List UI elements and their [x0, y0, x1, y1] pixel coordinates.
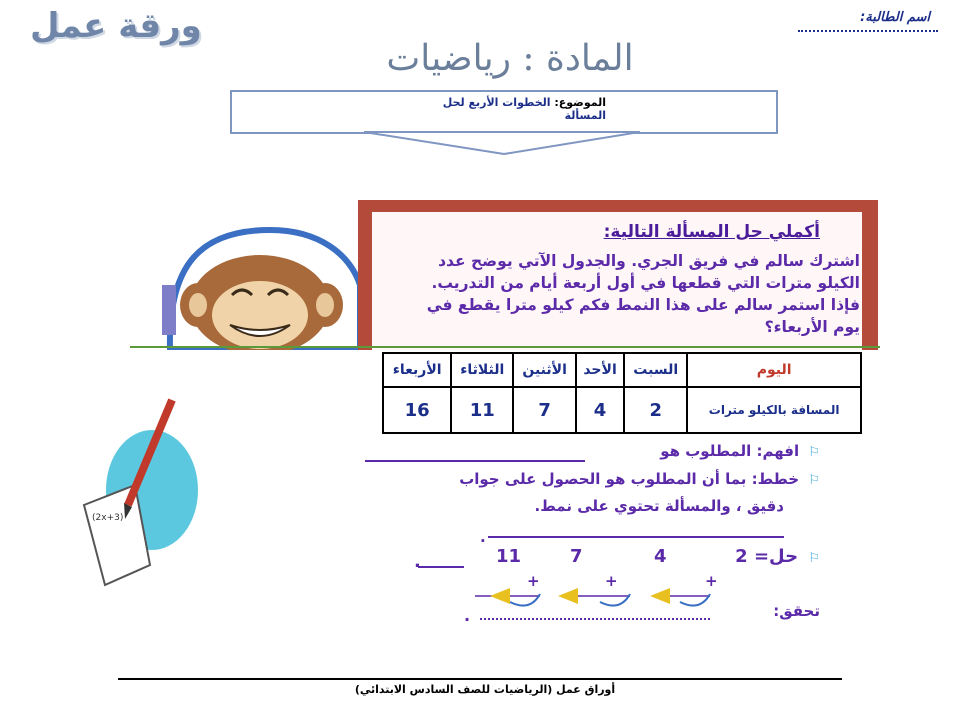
topic-text: الخطوات الأربع لحل المسألة [442, 96, 606, 122]
sequence-value: 11 [496, 546, 522, 567]
pencil-paper-illustration [70, 395, 200, 595]
topic-label: الموضوع: [554, 96, 606, 109]
distance-header: المسافة بالكيلو مترات [687, 387, 861, 433]
day-cell: السبت [624, 353, 687, 387]
problem-text: اشترك سالم في فريق الجري. والجدول الآتي يوضح عدد الكيلو مترات التي قطعها في أول أربعة أيام من التدريب. فإذا استمر سالم على هذا النمط فكم كيلو مترا يقطع في يوم الأربعاء؟ [426, 252, 860, 336]
sequence-blank[interactable] [418, 566, 464, 568]
bullet-icon: ⚐ [808, 551, 820, 566]
verify-label: تحقق: [773, 602, 820, 620]
table-row [383, 387, 861, 433]
solve-label: حل= 2 [735, 546, 799, 567]
distance-table [382, 352, 862, 434]
sequence-value: 4 [654, 546, 667, 567]
subject-title: المادة : رياضيات [386, 38, 634, 79]
distance-value: 4 [576, 387, 624, 433]
day-header: اليوم [687, 353, 861, 387]
plan-text-line1: خطط: بما أن المطلوب هو الحصول على جواب [459, 470, 800, 488]
plan-end-dot: . [480, 528, 486, 546]
distance-value: 2 [624, 387, 687, 433]
sequence-value: 7 [570, 546, 583, 567]
svg-text:(2x+3): (2x+3) [92, 513, 124, 523]
plus-sign: + [605, 572, 618, 590]
down-arrow-icon [364, 130, 640, 156]
distance-value: 11 [451, 387, 513, 433]
distance-value: 16 [383, 387, 451, 433]
plus-arrows [470, 576, 730, 610]
worksheet-title: ورقة عمل [30, 6, 202, 46]
bullet-icon: ⚐ [808, 473, 820, 488]
plan-step [459, 470, 820, 488]
footer-text: أوراق عمل (الرياضيات للصف السادس الابتدائي) [354, 683, 616, 696]
problem-heading: أكملي حل المسألة التالية: [603, 222, 820, 242]
bullet-icon: ⚐ [808, 445, 820, 460]
day-cell: الأربعاء [383, 353, 451, 387]
student-name-label: اسم الطالبة: [860, 10, 930, 25]
understand-text: افهم: المطلوب هو [660, 442, 800, 460]
plan-text-line2: دقيق ، والمسألة تحتوي على نمط. [534, 497, 784, 515]
topic-box [230, 90, 778, 134]
understand-step [660, 442, 820, 460]
student-name-line[interactable] [798, 30, 938, 32]
table-row [383, 353, 861, 387]
topic-text-block [416, 96, 606, 122]
day-cell: الأثنين [513, 353, 576, 387]
verify-answer-line[interactable] [480, 618, 710, 620]
sequence-end-dot: . [414, 551, 421, 572]
verify-end-dot: . [464, 606, 471, 625]
plus-sign: + [527, 572, 540, 590]
distance-value: 7 [513, 387, 576, 433]
footer-divider [118, 678, 842, 680]
understand-answer-line[interactable] [365, 460, 585, 462]
day-cell: الثلاثاء [451, 353, 513, 387]
day-cell: الأحد [576, 353, 624, 387]
verify-step [773, 602, 820, 620]
plus-sign: + [705, 572, 718, 590]
divider-line [130, 346, 880, 348]
plan-answer-line[interactable] [488, 536, 784, 538]
solve-step [735, 546, 820, 567]
